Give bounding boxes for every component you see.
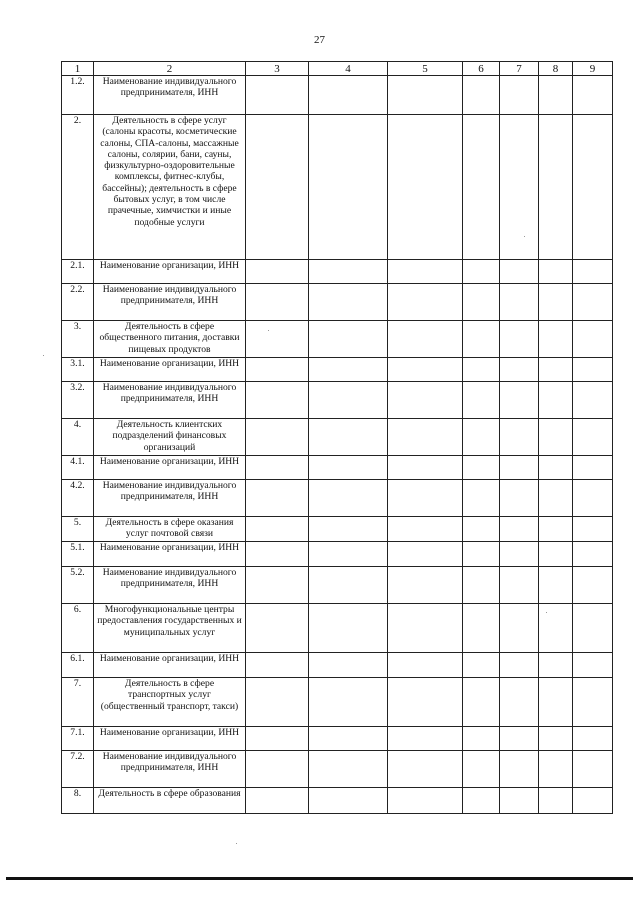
- column-header: 9: [573, 62, 613, 76]
- empty-cell: [500, 567, 539, 604]
- empty-cell: [463, 542, 500, 567]
- empty-cell: [539, 480, 573, 517]
- page-number: 27: [314, 34, 325, 46]
- row-description: Наименование индивидуального предпринимателя, ИНН: [94, 382, 246, 419]
- row-description: Наименование организации, ИНН: [94, 358, 246, 382]
- column-header: 5: [388, 62, 463, 76]
- row-description: Наименование индивидуального предпринимателя, ИНН: [94, 480, 246, 517]
- empty-cell: [539, 604, 573, 653]
- empty-cell: [309, 788, 388, 814]
- empty-cell: [500, 382, 539, 419]
- empty-cell: [309, 727, 388, 751]
- empty-cell: [246, 751, 309, 788]
- empty-cell: [388, 260, 463, 284]
- table-row: [62, 358, 613, 382]
- empty-cell: [500, 751, 539, 788]
- empty-cell: [539, 284, 573, 321]
- table-row: [62, 284, 613, 321]
- table-row: [62, 517, 613, 542]
- empty-cell: [246, 358, 309, 382]
- empty-cell: [573, 678, 613, 727]
- row-description: Деятельность клиентских подразделений финансовых организаций: [94, 419, 246, 456]
- empty-cell: [388, 653, 463, 678]
- scan-speck: [43, 355, 44, 356]
- empty-cell: [309, 678, 388, 727]
- empty-cell: [573, 542, 613, 567]
- table-row: [62, 567, 613, 604]
- empty-cell: [309, 115, 388, 260]
- row-number: 7.2.: [62, 751, 94, 788]
- empty-cell: [246, 788, 309, 814]
- empty-cell: [388, 678, 463, 727]
- empty-cell: [463, 604, 500, 653]
- empty-cell: [388, 419, 463, 456]
- empty-cell: [573, 788, 613, 814]
- empty-cell: [573, 76, 613, 115]
- empty-cell: [246, 653, 309, 678]
- empty-cell: [539, 260, 573, 284]
- row-description: Наименование организации, ИНН: [94, 542, 246, 567]
- empty-cell: [309, 567, 388, 604]
- empty-cell: [388, 115, 463, 260]
- column-header: 3: [246, 62, 309, 76]
- empty-cell: [463, 653, 500, 678]
- row-number: 3.1.: [62, 358, 94, 382]
- empty-cell: [388, 480, 463, 517]
- table-row: [62, 115, 613, 260]
- empty-cell: [463, 567, 500, 604]
- empty-cell: [463, 727, 500, 751]
- empty-cell: [388, 727, 463, 751]
- bottom-scan-bar: [6, 877, 633, 880]
- empty-cell: [500, 284, 539, 321]
- empty-cell: [573, 727, 613, 751]
- row-number: 2.2.: [62, 284, 94, 321]
- empty-cell: [463, 115, 500, 260]
- empty-cell: [463, 751, 500, 788]
- column-header: 8: [539, 62, 573, 76]
- row-description: Наименование индивидуального предпринимателя, ИНН: [94, 567, 246, 604]
- empty-cell: [539, 678, 573, 727]
- row-number: 8.: [62, 788, 94, 814]
- empty-cell: [500, 678, 539, 727]
- empty-cell: [309, 284, 388, 321]
- row-number: 7.: [62, 678, 94, 727]
- table-row: [62, 727, 613, 751]
- empty-cell: [463, 678, 500, 727]
- row-description: Наименование индивидуального предпринимателя, ИНН: [94, 284, 246, 321]
- empty-cell: [500, 542, 539, 567]
- empty-cell: [573, 751, 613, 788]
- empty-cell: [539, 321, 573, 358]
- row-number: 4.: [62, 419, 94, 456]
- empty-cell: [500, 727, 539, 751]
- table-row: [62, 678, 613, 727]
- empty-cell: [388, 542, 463, 567]
- row-number: 5.2.: [62, 567, 94, 604]
- table-row: [62, 260, 613, 284]
- empty-cell: [388, 321, 463, 358]
- empty-cell: [463, 788, 500, 814]
- scan-speck: [236, 843, 237, 844]
- empty-cell: [500, 480, 539, 517]
- scan-speck: [524, 236, 525, 237]
- empty-cell: [573, 284, 613, 321]
- empty-cell: [463, 321, 500, 358]
- empty-cell: [246, 321, 309, 358]
- empty-cell: [500, 419, 539, 456]
- table-row: [62, 751, 613, 788]
- row-description: Наименование индивидуального предпринимателя, ИНН: [94, 751, 246, 788]
- empty-cell: [500, 788, 539, 814]
- empty-cell: [246, 542, 309, 567]
- empty-cell: [539, 358, 573, 382]
- empty-cell: [573, 480, 613, 517]
- empty-cell: [500, 321, 539, 358]
- row-number: 5.: [62, 517, 94, 542]
- empty-cell: [573, 115, 613, 260]
- empty-cell: [573, 653, 613, 678]
- empty-cell: [388, 517, 463, 542]
- empty-cell: [463, 456, 500, 480]
- empty-cell: [388, 788, 463, 814]
- empty-cell: [539, 567, 573, 604]
- empty-cell: [388, 284, 463, 321]
- table-row: [62, 653, 613, 678]
- row-description: Деятельность в сфере образования: [94, 788, 246, 814]
- empty-cell: [539, 76, 573, 115]
- column-header: 7: [500, 62, 539, 76]
- empty-cell: [539, 517, 573, 542]
- empty-cell: [309, 517, 388, 542]
- table-row: [62, 76, 613, 115]
- empty-cell: [573, 456, 613, 480]
- empty-cell: [539, 115, 573, 260]
- empty-cell: [463, 382, 500, 419]
- empty-cell: [309, 419, 388, 456]
- empty-cell: [539, 727, 573, 751]
- empty-cell: [500, 76, 539, 115]
- empty-cell: [463, 76, 500, 115]
- empty-cell: [309, 358, 388, 382]
- empty-cell: [539, 788, 573, 814]
- empty-cell: [463, 419, 500, 456]
- empty-cell: [246, 678, 309, 727]
- table-row: [62, 456, 613, 480]
- empty-cell: [463, 480, 500, 517]
- empty-cell: [388, 76, 463, 115]
- row-number: 2.: [62, 115, 94, 260]
- empty-cell: [539, 542, 573, 567]
- scan-speck: [268, 330, 269, 331]
- row-description: Деятельность в сфере услуг (салоны красоты, косметические салоны, СПА-салоны, массажные салоны, солярии, бани, сауны, физкультурно-оздоровительные комплексы, фитнес-клубы, бассейны); деятельность в сфере бытовых услуг, в том числе прачечные, химчистки и иные подобные услуги: [94, 115, 246, 260]
- row-description: Деятельность в сфере транспортных услуг (общественный транспорт, такси): [94, 678, 246, 727]
- empty-cell: [309, 382, 388, 419]
- empty-cell: [309, 751, 388, 788]
- empty-cell: [246, 419, 309, 456]
- empty-cell: [246, 727, 309, 751]
- empty-cell: [388, 567, 463, 604]
- empty-cell: [309, 260, 388, 284]
- table-row: [62, 480, 613, 517]
- empty-cell: [246, 567, 309, 604]
- empty-cell: [388, 604, 463, 653]
- empty-cell: [500, 358, 539, 382]
- table-row: [62, 542, 613, 567]
- row-number: 1.2.: [62, 76, 94, 115]
- row-description: Наименование организации, ИНН: [94, 727, 246, 751]
- table-row: [62, 382, 613, 419]
- row-description: Деятельность в сфере оказания услуг почтовой связи: [94, 517, 246, 542]
- empty-cell: [500, 517, 539, 542]
- row-number: 3.2.: [62, 382, 94, 419]
- empty-cell: [500, 115, 539, 260]
- row-number: 4.2.: [62, 480, 94, 517]
- column-header: 4: [309, 62, 388, 76]
- report-table: [61, 61, 613, 814]
- empty-cell: [463, 358, 500, 382]
- scan-speck: [546, 612, 547, 613]
- column-number-row: [62, 62, 613, 76]
- empty-cell: [500, 653, 539, 678]
- row-description: Деятельность в сфере общественного питания, доставки пищевых продуктов: [94, 321, 246, 358]
- row-description: Наименование организации, ИНН: [94, 653, 246, 678]
- empty-cell: [500, 260, 539, 284]
- empty-cell: [309, 653, 388, 678]
- row-number: 6.1.: [62, 653, 94, 678]
- row-description: Многофункциональные центры предоставления государственных и муниципальных услуг: [94, 604, 246, 653]
- empty-cell: [246, 260, 309, 284]
- empty-cell: [539, 419, 573, 456]
- column-header: 6: [463, 62, 500, 76]
- empty-cell: [573, 382, 613, 419]
- table-row: [62, 321, 613, 358]
- empty-cell: [500, 456, 539, 480]
- empty-cell: [246, 115, 309, 260]
- row-number: 5.1.: [62, 542, 94, 567]
- row-number: 4.1.: [62, 456, 94, 480]
- row-description: Наименование индивидуального предпринимателя, ИНН: [94, 76, 246, 115]
- table-row: [62, 604, 613, 653]
- empty-cell: [500, 604, 539, 653]
- empty-cell: [573, 567, 613, 604]
- empty-cell: [388, 456, 463, 480]
- empty-cell: [309, 604, 388, 653]
- row-number: 2.1.: [62, 260, 94, 284]
- table-row: [62, 788, 613, 814]
- empty-cell: [309, 321, 388, 358]
- empty-cell: [246, 517, 309, 542]
- empty-cell: [573, 260, 613, 284]
- empty-cell: [539, 456, 573, 480]
- empty-cell: [246, 456, 309, 480]
- empty-cell: [388, 358, 463, 382]
- empty-cell: [539, 653, 573, 678]
- row-description: Наименование организации, ИНН: [94, 260, 246, 284]
- empty-cell: [246, 76, 309, 115]
- column-header: 2: [94, 62, 246, 76]
- empty-cell: [463, 260, 500, 284]
- empty-cell: [573, 604, 613, 653]
- empty-cell: [539, 751, 573, 788]
- empty-cell: [463, 517, 500, 542]
- empty-cell: [388, 382, 463, 419]
- empty-cell: [309, 542, 388, 567]
- empty-cell: [309, 456, 388, 480]
- empty-cell: [573, 321, 613, 358]
- row-number: 3.: [62, 321, 94, 358]
- empty-cell: [246, 284, 309, 321]
- row-number: 7.1.: [62, 727, 94, 751]
- empty-cell: [573, 358, 613, 382]
- row-number: 6.: [62, 604, 94, 653]
- empty-cell: [573, 517, 613, 542]
- empty-cell: [388, 751, 463, 788]
- row-description: Наименование организации, ИНН: [94, 456, 246, 480]
- empty-cell: [246, 604, 309, 653]
- empty-cell: [246, 480, 309, 517]
- empty-cell: [539, 382, 573, 419]
- column-header: 1: [62, 62, 94, 76]
- empty-cell: [246, 382, 309, 419]
- empty-cell: [573, 419, 613, 456]
- empty-cell: [309, 76, 388, 115]
- table-row: [62, 419, 613, 456]
- empty-cell: [309, 480, 388, 517]
- empty-cell: [463, 284, 500, 321]
